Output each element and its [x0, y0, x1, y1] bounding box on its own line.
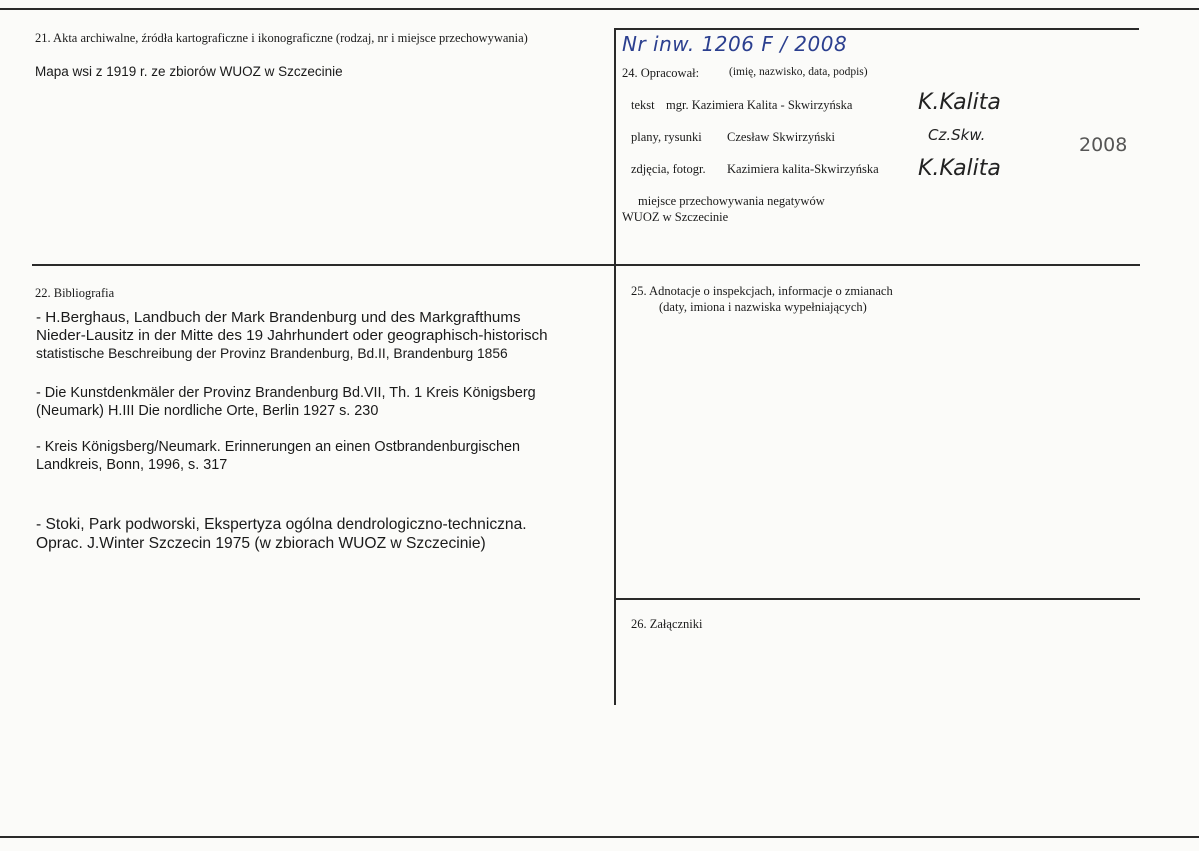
plany-value: Czesław Skwirzyński — [727, 130, 835, 144]
bibliography-entry-1 — [36, 309, 613, 363]
field24-label: 24. Opracował: — [622, 66, 700, 80]
field24-hint: (imię, nazwisko, data, podpis) — [729, 66, 868, 78]
attachments-divider — [615, 598, 1140, 600]
bibliography-entry-3 — [36, 438, 613, 474]
negatives-label: miejsce przechowywania negatywów — [638, 194, 825, 208]
year-handwritten: 2008 — [1079, 134, 1128, 156]
negatives-value: WUOZ w Szczecinie — [622, 210, 729, 224]
zdjecia-signature: K.Kalita — [918, 156, 1001, 181]
bottom-border — [0, 836, 1199, 838]
tekst-label: tekst — [631, 98, 655, 112]
bibliography-entry-2-line-1: - Die Kunstdenkmäler der Provinz Brandenburg Bd.VII, Th. 1 Kreis Königsberg — [36, 385, 536, 401]
inventory-number-handwritten: Nr inw. 1206 F / 2008 — [622, 32, 848, 56]
bibliography-entry-2 — [36, 384, 613, 420]
center-divider — [614, 28, 616, 705]
bibliography-entry-1-line-2: Nieder-Lausitz in der Mitte des 19 Jahrhundert oder geographisch-historisch — [36, 327, 548, 344]
zdjecia-value: Kazimiera kalita-Skwirzyńska — [727, 162, 879, 176]
bibliography-entry-4 — [36, 515, 614, 553]
plany-label: plany, rysunki — [631, 130, 702, 144]
tekst-signature: K.Kalita — [918, 90, 1001, 115]
field21-value: Mapa wsi z 1919 r. ze zbiorów WUOZ w Szczecinie — [35, 64, 343, 79]
annotations-sublabel: (daty, imiona i nazwiska wypełniających) — [659, 300, 867, 314]
bibliography-entry-1-line-1: - H.Berghaus, Landbuch der Mark Brandenburg und des Markgrafthums — [36, 309, 521, 326]
bibliography-entry-4-line-1: - Stoki, Park podworski, Ekspertyza ogólna dendrologiczno-techniczna. — [36, 516, 527, 533]
plany-signature: Cz.Skw. — [928, 126, 986, 144]
bibliography-entry-1-line-3: statistische Beschreibung der Provinz Brandenburg, Bd.II, Brandenburg 1856 — [36, 346, 508, 361]
top-border — [0, 8, 1199, 10]
bibliography-entry-3-line-1: - Kreis Königsberg/Neumark. Erinnerungen an einen Ostbrandenburgischen — [36, 439, 520, 455]
bibliography-entry-3-line-2: Landkreis, Bonn, 1996, s. 317 — [36, 457, 228, 473]
annotations-label: 25. Adnotacje o inspekcjach, informacje o zmianach — [631, 284, 893, 298]
bibliography-entry-2-line-2: (Neumark) H.III Die nordliche Orte, Berlin 1927 s. 230 — [36, 403, 379, 419]
tekst-value: mgr. Kazimiera Kalita - Skwirzyńska — [666, 98, 853, 112]
right-top-border — [615, 28, 1139, 30]
field21-label: 21. Akta archiwalne, źródła kartograficzne i ikonograficzne (rodzaj, nr i miejsce przechowywania) — [35, 31, 528, 45]
middle-divider — [32, 264, 1140, 266]
bibliography-label: 22. Bibliografia — [35, 286, 115, 300]
attachments-label: 26. Załączniki — [631, 617, 703, 631]
zdjecia-label: zdjęcia, fotogr. — [631, 162, 706, 176]
bibliography-entry-4-line-2: Oprac. J.Winter Szczecin 1975 (w zbiorach WUOZ w Szczecinie) — [36, 535, 486, 552]
